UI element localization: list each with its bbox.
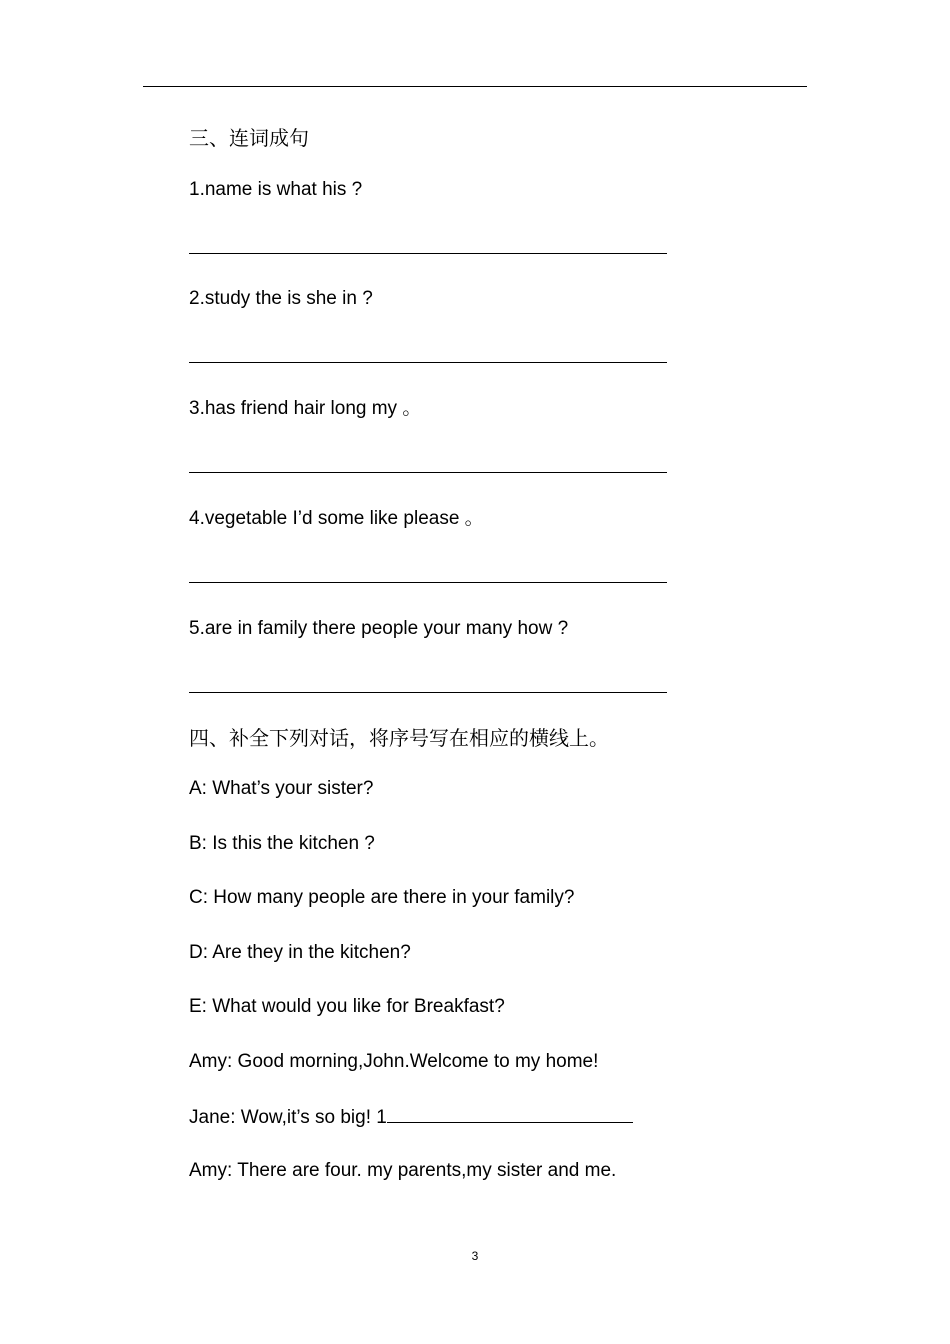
answer-line-2[interactable]	[189, 362, 667, 363]
answer-line-4[interactable]	[189, 582, 667, 583]
page-number: 3	[471, 1249, 479, 1263]
question-2: 2.study the is she in ?	[189, 288, 373, 309]
header-rule	[143, 86, 807, 87]
option-e: E: What would you like for Breakfast?	[189, 996, 505, 1017]
option-b: B: Is this the kitchen ?	[189, 833, 375, 854]
section-4-heading: 四、补全下列对话，将序号写在相应的横线上。	[189, 726, 609, 750]
question-1: 1.name is what his ?	[189, 179, 363, 200]
answer-line-1[interactable]	[189, 253, 667, 254]
section-3-heading: 三、连词成句	[189, 126, 309, 150]
question-5: 5.are in family there people your many how ?	[189, 618, 569, 639]
answer-line-3[interactable]	[189, 472, 667, 473]
dialogue-line-1: Amy: Good morning,John.Welcome to my home!	[189, 1051, 599, 1072]
option-d: D: Are they in the kitchen?	[189, 942, 411, 963]
question-4: 4.vegetable I’d some like please 。	[189, 508, 484, 529]
question-3: 3.has friend hair long my 。	[189, 398, 422, 419]
dialogue-blank-1[interactable]	[387, 1104, 633, 1123]
option-a: A: What’s your sister?	[189, 778, 374, 799]
dialogue-line-2	[189, 1104, 633, 1130]
dialogue-line-2-text: Jane: Wow,it’s so big! 1	[189, 1107, 387, 1128]
dialogue-line-3: Amy: There are four. my parents,my sister and me.	[189, 1160, 617, 1181]
option-c: C: How many people are there in your family?	[189, 887, 575, 908]
answer-line-5[interactable]	[189, 692, 667, 693]
